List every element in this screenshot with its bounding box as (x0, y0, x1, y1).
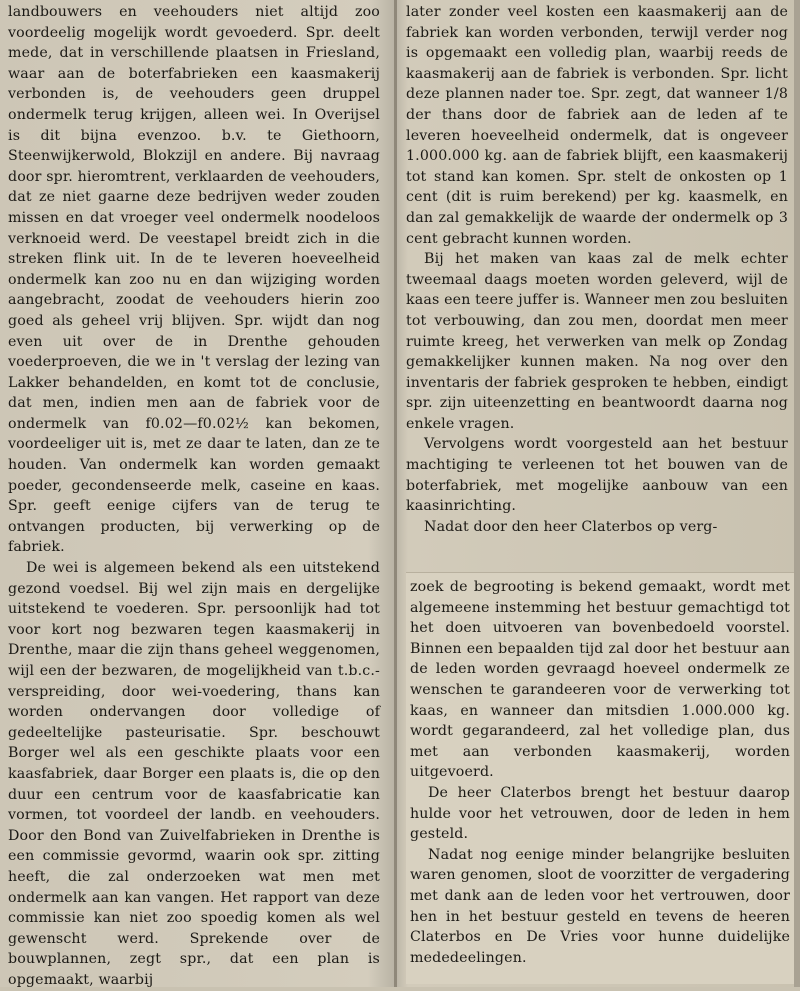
column-divider (394, 0, 397, 987)
paragraph-right-3: Vervolgens wordt voorgesteld aan het bestuur machtiging te verleenen tot het bouwen van de boterfabriek, met mogelijke aanbouw van een kaasinrichting. (406, 436, 788, 515)
paragraph-right-4: Nadat door den heer Claterbos op verg- (424, 518, 718, 535)
paragraph-right-2: Bij het maken van kaas zal de melk echter tweemaal daags moeten worden geleverd, wijl de kaas een teere juffer is. Wanneer men zou besluiten tot verbouwing, dan zou men, doordat men meer ruimte kreeg, het verwerken van melk op Zondag gemakkelijker kunnen maken. Na nog over den inventaris der fabriek gesproken te hebben, eindigt spr. zijn uiteenzetting en beantwoordt daarna nog enkele vragen. (406, 251, 788, 432)
paragraph-left-1: landbouwers en veehouders niet altijd zoo voordeelig mogelijk wordt gevoederd. Spr. deelt mede, dat in verschillende plaatsen in Friesland, waar aan de boterfabrieken een kaasmakerij verbonden is, de veehouders geen druppel ondermelk terug krijgen, alleen wei. In Overijsel is dit bijna evenzoo. b.v. te Giethoorn, Steenwijkerwold, Blokzijl en andere. Bij navraag door spr. hieromtrent, verklaarden de veehouders, dat ze niet gaarne deze bedrijven weder zouden missen en dat vroeger veel ondermelk noodeloos verknoeid werd. De veestapel breidt zich in die streken flink uit. In de te leveren hoeveelheid ondermelk kan zoo nu en dan wijziging worden aangebracht, zoodat de veehouders hierin zoo goed als geheel vrij blijven. Spr. wijdt dan nog even uit over de in Drenthe gehouden voederproeven, die we in 't verslag der lezing van Lakker behandelden, en komt tot de conclusie, dat men, indien men aan de fabriek voor de ondermelk van f0.02—f0.02½ kan bekomen, voordeeliger uit is, met ze daar te laten, dan ze te houden. Van ondermelk kan worden gemaakt poeder, gecondenseerde melk, caseine en kaas. Spr. geeft eenige cijfers van de terug te ontvangen producten, bij verwerking op de fabriek. (8, 4, 380, 556)
page-edge (794, 0, 800, 987)
article-column-right-top (404, 0, 794, 570)
paragraph-right-7: Nadat nog eenige minder belangrijke besluiten waren genomen, sloot de voorzitter de vergadering met dank aan de leden voor het vertrouwen, door hen in het bestuur gesteld en tevens de heeren Claterbos en De Vries voor hunne duidelijke mededeelingen. (410, 846, 790, 966)
paragraph-right-6: De heer Claterbos brengt het bestuur daarop hulde voor het vetrouwen, door de leden in hem gesteld. (410, 784, 790, 843)
paragraph-left-2: De wei is algemeen bekend als een uitstekend gezond voedsel. Bij wel zijn mais en dergelijke uitstekend te voederen. Spr. persoonlijk had tot voor kort nog bezwaren tegen kaasmakerij in Drenthe, maar die zijn thans geheel weggenomen, wijl een der bezwaren, de mogelijkheid van t.b.c.-verspreiding, door wei-voedering, thans kan worden ondervangen door volledige of gedeeltelijke pasteurisatie. Spr. beschouwt Borger wel als een geschikte plaats voor een kaasfabriek, daar Borger een plaats is, die op den duur een centrum voor de kaasfabricatie kan vormen, tot voordeel der landb. en veehouders. Door den Bond van Zuivelfabrieken in Drenthe is een commissie gevormd, waarin ook spr. zitting heeft, die zal onderzoeken wat men met ondermelk aan kan vangen. Het rapport van deze commissie kan niet zoo spoedig komen als wel gewenscht werd. Sprekende over de bouwplannen, zegt spr., dat een plan is opgemaakt, waarbij (8, 560, 380, 988)
paragraph-right-5: zoek de begrooting is bekend gemaakt, wordt met algemeene instemming het bestuur gemachtigd tot het doen uitvoeren van bovenbedoeld voorstel. Binnen een bepaalden tijd zal door het bestuur aan de leden worden gevraagd hoeveel ondermelk ze wenschen te garandeeren voor de verwerking tot kaas, en wanneer dan mitsdien 1.000.000 kg. wordt gegarandeerd, zal het volledige plan, dus met aan verbonden kaasmakerij, worden uitgevoerd. (410, 579, 790, 781)
paragraph-right-1: later zonder veel kosten een kaasmakerij aan de fabriek kan worden verbonden, terwijl verder nog is opgemaakt een volledig plan, waarbij reeds de kaasmakerij aan de fabriek is verbonden. Spr. licht deze plannen nader toe. Spr. zegt, dat wanneer 1/8 der thans door de fabriek aan de leden af te leveren hoeveelheid ondermelk, dat is ongeveer 1.000.000 kg. aan de fabriek blijft, een kaasmakerij tot stand kan komen. Spr. stelt de onkosten op 1 cent (dit is ruim berekend) per kg. kaasmelk, en dan zal gemakkelijk de waarde der ondermelk op 3 cent gebracht kunnen worden. (406, 4, 788, 247)
article-column-right-bottom (406, 572, 796, 984)
article-column-left (6, 0, 386, 987)
